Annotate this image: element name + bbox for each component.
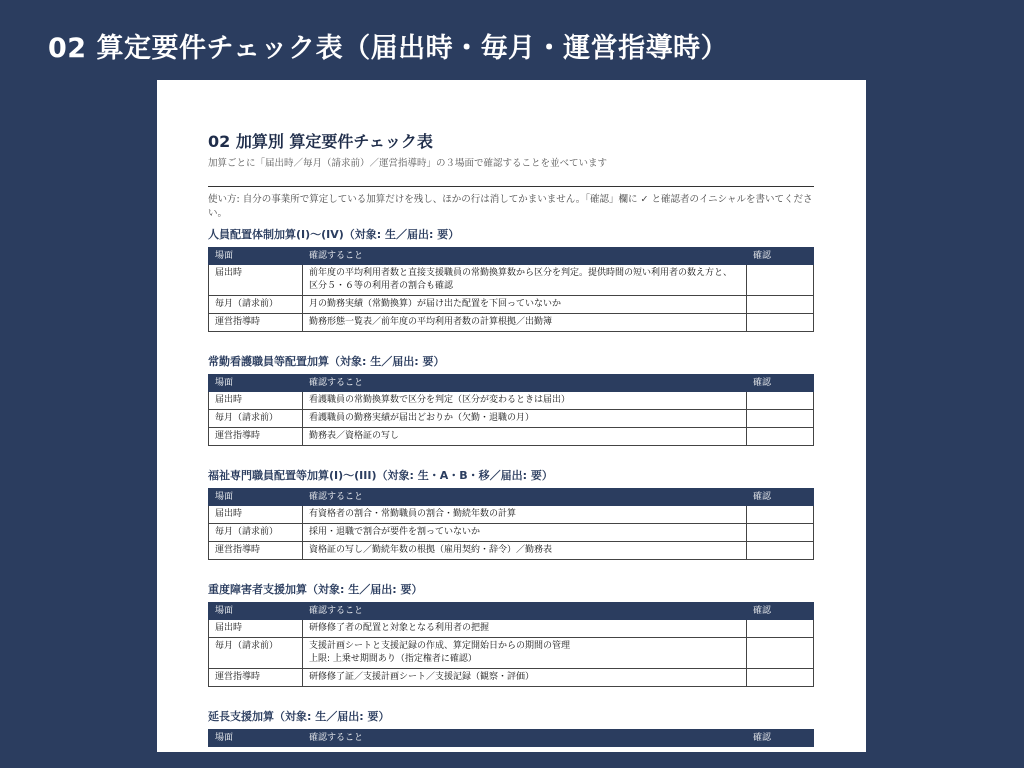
scene-cell: 運営指導時 <box>209 314 303 332</box>
item-cell <box>303 428 747 446</box>
usage-note: 使い方: 自分の事業所で算定している加算だけを残し、ほかの行は消してかまいません。「確認」欄に ✓ と確認者のイニシャルを書いてください。 <box>208 194 813 219</box>
header-check: 確認 <box>747 730 814 747</box>
table-row <box>209 428 814 446</box>
table-row <box>209 638 814 669</box>
item-cell <box>303 296 747 314</box>
item-cell <box>303 314 747 332</box>
slide-title: 02 算定要件チェック表（届出時・毎月・運営指導時） <box>48 33 729 64</box>
item-cell <box>303 506 747 524</box>
check-cell[interactable] <box>747 669 814 687</box>
table-row <box>209 265 814 296</box>
table-header-row <box>209 375 814 392</box>
table-header-row <box>209 489 814 506</box>
item-text: 勤務形態一覧表／前年度の平均利用者数の計算根拠／出勤簿 <box>309 317 553 327</box>
scene-cell: 届出時 <box>209 265 303 296</box>
section-title: 延長支援加算（対象: 生／届出: 要） <box>208 710 390 723</box>
scene-cell: 届出時 <box>209 620 303 638</box>
table-header-row <box>209 603 814 620</box>
item-text: 前年度の平均利用者数と直接支援職員の常勤換算数から区分を判定。提供時間の短い利用者の数え方と、区分５・６等の利用者の割合も確認 <box>309 268 733 291</box>
item-text: 資格証の写し／勤続年数の根拠（雇用契約・辞令）／勤務表 <box>309 545 553 555</box>
item-text: 採用・退職で割合が要件を割っていないか <box>309 527 481 537</box>
header-item: 確認すること <box>303 248 747 265</box>
section-title: 重度障害者支援加算（対象: 生／届出: 要） <box>208 583 423 596</box>
checklist-section <box>208 468 814 560</box>
item-text: 月の勤務実績（常勤換算）が届け出た配置を下回っていないか <box>309 299 562 309</box>
scene-cell: 毎月（請求前） <box>209 638 303 669</box>
checklist-table <box>208 602 814 687</box>
scene-cell: 運営指導時 <box>209 542 303 560</box>
item-note: 上限: 上乗せ期間あり（指定権者に確認） <box>309 654 477 664</box>
document-title: 02 加算別 算定要件チェック表 <box>208 132 433 151</box>
item-text: 支援計画シートと支援記録の作成、算定開始日からの期間の管理 <box>309 641 571 651</box>
scene-cell: 届出時 <box>209 506 303 524</box>
section-title: 人員配置体制加算(I)〜(IV)（対象: 生／届出: 要） <box>208 228 460 241</box>
scene-cell: 届出時 <box>209 392 303 410</box>
table-row <box>209 506 814 524</box>
check-cell[interactable] <box>747 428 814 446</box>
sections-container <box>208 227 814 747</box>
checklist-section <box>208 354 814 446</box>
divider <box>208 186 814 187</box>
table-row <box>209 669 814 687</box>
header-item: 確認すること <box>303 375 747 392</box>
scene-cell: 運営指導時 <box>209 669 303 687</box>
check-cell[interactable] <box>747 265 814 296</box>
scene-cell: 毎月（請求前） <box>209 296 303 314</box>
check-cell[interactable] <box>747 542 814 560</box>
checklist-table <box>208 374 814 446</box>
header-check: 確認 <box>747 375 814 392</box>
table-header-row <box>209 248 814 265</box>
checklist-section <box>208 709 814 747</box>
check-cell[interactable] <box>747 410 814 428</box>
checklist-table <box>208 247 814 332</box>
scene-cell: 運営指導時 <box>209 428 303 446</box>
item-text: 看護職員の常勤換算数で区分を判定（区分が変わるときは届出） <box>309 395 571 405</box>
item-text: 看護職員の勤務実績が届出どおりか（欠勤・退職の月） <box>309 413 535 423</box>
item-cell <box>303 620 747 638</box>
check-cell[interactable] <box>747 506 814 524</box>
header-check: 確認 <box>747 489 814 506</box>
checklist-table <box>208 729 814 747</box>
header-scene: 場面 <box>209 489 303 506</box>
item-text: 研修修了者の配置と対象となる利用者の把握 <box>309 623 490 633</box>
check-cell[interactable] <box>747 638 814 669</box>
section-title: 常勤看護職員等配置加算（対象: 生／届出: 要） <box>208 355 445 368</box>
item-text: 勤務表／資格証の写し <box>309 431 400 441</box>
checklist-section <box>208 582 814 687</box>
header-check: 確認 <box>747 603 814 620</box>
item-cell <box>303 638 747 669</box>
header-check: 確認 <box>747 248 814 265</box>
table-row <box>209 620 814 638</box>
check-cell[interactable] <box>747 392 814 410</box>
table-row <box>209 542 814 560</box>
checklist-table <box>208 488 814 560</box>
section-title: 福祉専門職員配置等加算(I)〜(III)（対象: 生・A・B・移／届出: 要） <box>208 469 553 482</box>
checklist-section <box>208 227 814 332</box>
item-cell <box>303 410 747 428</box>
table-row <box>209 524 814 542</box>
table-row <box>209 410 814 428</box>
table-row <box>209 392 814 410</box>
item-cell <box>303 265 747 296</box>
header-scene: 場面 <box>209 248 303 265</box>
header-scene: 場面 <box>209 603 303 620</box>
item-cell <box>303 542 747 560</box>
check-cell[interactable] <box>747 620 814 638</box>
table-header-row <box>209 730 814 747</box>
item-text: 有資格者の割合・常勤職員の割合・勤続年数の計算 <box>309 509 517 519</box>
document-subtitle: 加算ごとに「届出時／毎月（請求前）／運営指導時」の３場面で確認することを並べています <box>208 158 608 169</box>
header-item: 確認すること <box>303 730 747 747</box>
scene-cell: 毎月（請求前） <box>209 524 303 542</box>
check-cell[interactable] <box>747 314 814 332</box>
table-row <box>209 296 814 314</box>
check-cell[interactable] <box>747 524 814 542</box>
item-cell <box>303 392 747 410</box>
item-cell <box>303 669 747 687</box>
table-row <box>209 314 814 332</box>
scene-cell: 毎月（請求前） <box>209 410 303 428</box>
check-cell[interactable] <box>747 296 814 314</box>
header-scene: 場面 <box>209 730 303 747</box>
header-item: 確認すること <box>303 489 747 506</box>
document-page <box>157 80 866 752</box>
item-text: 研修修了証／支援計画シート／支援記録（観察・評価） <box>309 672 535 682</box>
header-item: 確認すること <box>303 603 747 620</box>
document-content <box>208 132 814 747</box>
header-scene: 場面 <box>209 375 303 392</box>
item-cell <box>303 524 747 542</box>
